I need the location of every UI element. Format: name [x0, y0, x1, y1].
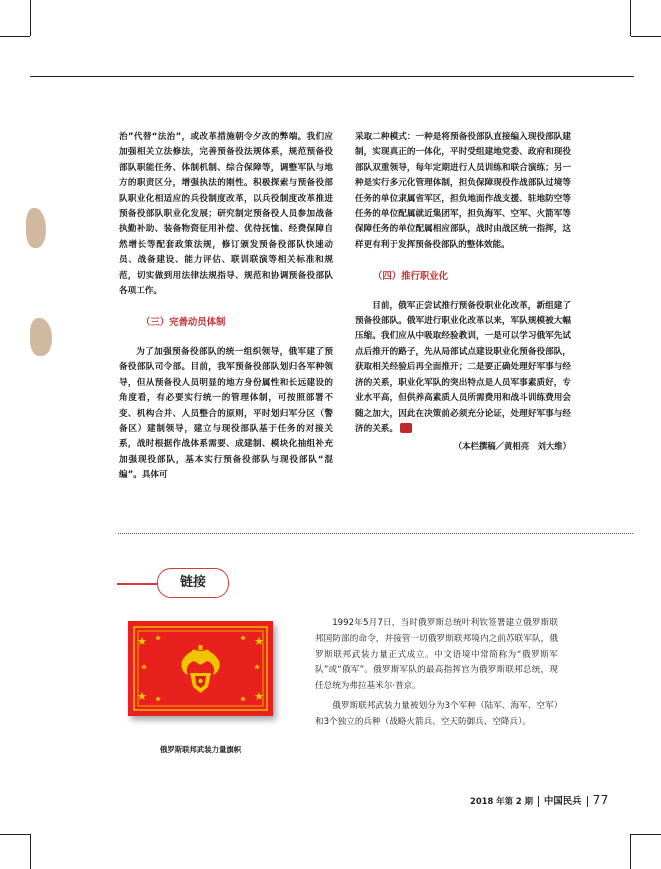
crop-mark: [30, 834, 31, 869]
page-footer: [470, 792, 608, 807]
crop-mark: [0, 36, 30, 37]
link-title: 链接: [157, 568, 229, 598]
article-paragraph: 治”代替“法治”，或改革措施朝令夕改的弊端。我们应加强相关立法修法，完善预备役法规体系，规范预备役部队职能任务、体制机制、综合保障等，调整军队与地方的职责区分，增强执法的刚性。积极探索与预备役部队职业化相适应的兵役制度改革，以兵役制度改革推进预备役部队职业化发展；研究制定预备役人员参加战备执勤补助、装备物资征用补偿、优待抚恤、经费保障自然增长等配套政策法规，修订颁发预备役部队快速动员、战备建设、能力评估、联训联演等相关标准和规范，切实做到用法律法规指导、规范和协调预备役部队各项工作。: [119, 132, 333, 297]
decorative-shape: [26, 208, 46, 248]
page-number: 77: [592, 792, 609, 807]
footer-separator: [587, 796, 588, 807]
issue-label: 2018 年第 2 期: [470, 796, 534, 806]
decorative-shape: [30, 318, 52, 356]
link-paragraph: 俄罗斯联邦武装力量被划分为3个军种（陆军、海军、空军）和3个独立的兵种（战略火箭兵、空天防御兵、空降兵）。: [315, 700, 558, 727]
crop-mark: [0, 834, 30, 835]
link-paragraph: 1992年5月7日，当时俄罗斯总统叶利钦签署建立俄罗斯联邦国防部的命令，并接管一切俄罗斯联邦境内之前苏联军队，俄罗斯联邦武装力量正式成立。中文语境中常简称为“俄罗斯军队”或“俄军”。俄罗斯军队的最高指挥官为俄罗斯联邦总统，现任总统为弗拉基米尔·普京。: [315, 618, 558, 692]
header-rule: [30, 76, 634, 77]
crop-mark: [631, 834, 661, 835]
crop-mark: [630, 0, 631, 36]
publication-name: 中国民兵: [544, 796, 582, 807]
crop-mark: [630, 834, 631, 869]
section-heading: （四）推行职业化: [373, 271, 449, 283]
dotted-divider: [118, 533, 633, 534]
crop-mark: [631, 36, 661, 37]
byline: （本栏撰稿／黄相亮 刘大维）: [453, 441, 571, 452]
link-accent-line: [117, 583, 157, 585]
article-left-column: [119, 130, 333, 484]
article-paragraph: 为了加强预备役部队的统一组织领导，俄军建了预备役部队司令部。目前，我军预备役部队划归各军种领导，但从预备役人员明显的地方身份属性和长远建设的角度看，有必要实行统一的管理体制，可按照部署不变、机构合并、人员整合的原则，平时划归军分区（警备区）建制领导，建立与现役部队基于任务的对接关系，战时根据作战体系需要、成建制、模块化抽组补充加强现役部队，基本实行预备役部队与现役部队“混编”。具体可: [119, 346, 333, 481]
flag-field: [128, 621, 273, 716]
russian-armed-forces-flag: [128, 621, 273, 716]
paragraph-text: 目前，俄军正尝试推行预备役职业化改革，新组建了预备役部队。俄军进行职业化改革以来，军队规模被大幅压缩。我们应从中吸取经验教训，一是可以学习俄军先试点后推开的路子，先从局部试点建设职业化预备役部队，获取相关经验后再全面推开；二是要正确处理好军事与经济的关系，职业化军队的突出特点是人员军事素质好，专业水平高，但供养高素质人员所需费用和战斗训练费用会随之加大，因此在决策前必须充分论证，处理好军事与经济的关系。: [355, 300, 571, 434]
crop-mark: [30, 0, 31, 36]
flag-caption: 俄罗斯联邦武装力量旗帜: [159, 745, 242, 754]
footer-separator: [538, 796, 539, 807]
link-body: [315, 616, 558, 735]
end-mark-icon: 57: [400, 423, 412, 433]
article-paragraph: 采取二种模式：一种是将预备役部队直接编入现役部队建制，实现真正的一体化，平时受组建地党委、政府和现役部队双重领导，每年定期进行人员训练和联合演练；另一种是实行多元化管理体制，担负保障现役作战部队过境等任务的单位隶属省军区，担负地面作战支援、驻地防空等任务的单位配属就近集团军，担负海军、空军、火箭军等保障任务的单位配属相应部队，战时由战区统一指挥，这样更有利于发挥预备役部队的整体效能。: [355, 132, 571, 250]
section-heading: （三）完善动员体制: [141, 317, 226, 329]
article-paragraph: [355, 299, 571, 438]
article-right-column: [355, 130, 571, 455]
